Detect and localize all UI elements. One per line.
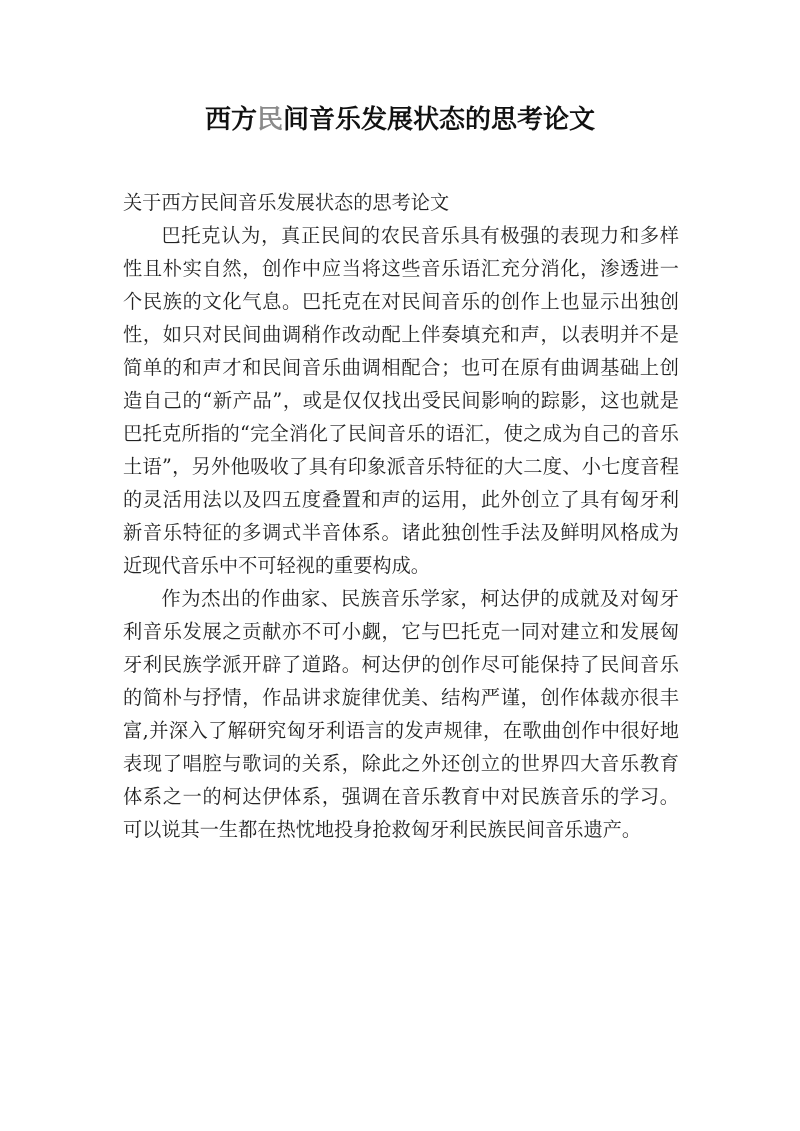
title-highlight-char: 民	[256, 105, 283, 135]
document-body	[123, 186, 679, 846]
document-title	[0, 100, 800, 140]
paragraph-bartok: 巴托克认为，真正民间的农民音乐具有极强的表现力和多样性且朴实自然，创作中应当将这些音乐语汇充分消化，渗透进一个民族的文化气息。巴托克在对民间音乐的创作上也显示出独创性，如只对民间曲调稍作改动配上伴奏填充和声，以表明并不是简单的和声才和民间音乐曲调相配合；也可在原有曲调基础上创造自己的“新产品”，或是仅仅找出受民间影响的踪影，这也就是巴托克所指的“完全消化了民间音乐的语汇，使之成为自己的音乐土语”，另外他吸收了具有印象派音乐特征的大二度、小七度音程的灵活用法以及四五度叠置和声的运用，此外创立了具有匈牙利新音乐特征的多调式半音体系。诸此独创性手法及鲜明风格成为近现代音乐中不可轻视的重要构成。	[123, 224, 679, 577]
paragraph-kodaly: 作为杰出的作曲家、民族音乐学家，柯达伊的成就及对匈牙利音乐发展之贡献亦不可小觑，它与巴托克一同对建立和发展匈牙利民族学派开辟了道路。柯达伊的创作尽可能保持了民间音乐的简朴与抒情，作品讲求旋律优美、结构严谨，创作体裁亦很丰富,并深入了解研究匈牙利语言的发声规律，在歌曲创作中很好地表现了唱腔与歌词的关系，除此之外还创立的世界四大音乐教育体系之一的柯达伊体系，强调在音乐教育中对民族音乐的学习。可以说其一生都在热忱地投身抢救匈牙利民族民间音乐遗产。	[123, 587, 679, 841]
title-text-end: 间音乐发展状态的思考论文	[283, 105, 596, 135]
title-text-start: 西方	[204, 105, 257, 135]
document-subtitle: 关于西方民间音乐发展状态的思考论文	[123, 191, 450, 214]
